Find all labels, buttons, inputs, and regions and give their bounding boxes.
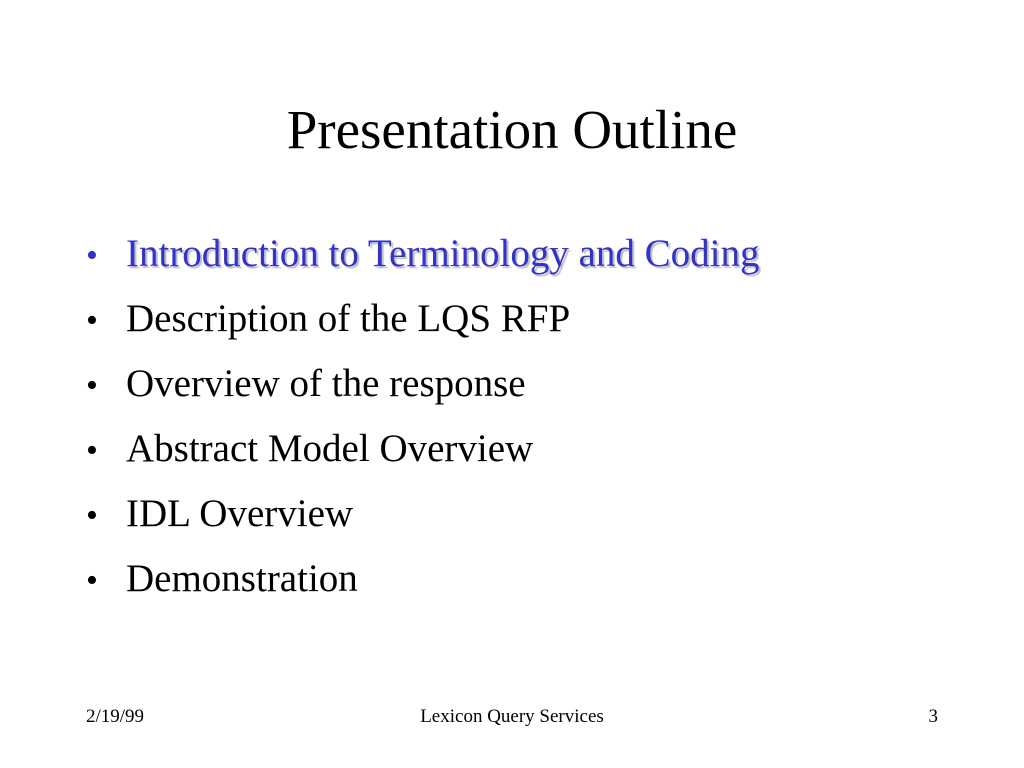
slide-title: Presentation Outline [286, 99, 738, 160]
bullet-text: Introduction to Terminology and Coding [126, 232, 760, 275]
bullet-item [86, 557, 986, 622]
page-number: 3 [928, 706, 938, 727]
bullet-item [86, 362, 986, 427]
bullet-text: Demonstration [126, 557, 358, 600]
bullet-icon: • [86, 302, 98, 339]
bullet-text: Overview of the response [126, 362, 526, 405]
bullet-item [86, 297, 986, 362]
bullet-text: Abstract Model Overview [126, 427, 534, 470]
footer-date: 2/19/99 [86, 706, 145, 727]
footer-title: Lexicon Query Services [420, 706, 604, 727]
bullet-icon: • [86, 237, 98, 274]
bullet-item [86, 427, 986, 492]
bullet-text: IDL Overview [126, 492, 354, 535]
bullet-item [86, 492, 986, 557]
bullet-text: Description of the LQS RFP [126, 297, 571, 340]
bullet-icon: • [86, 562, 98, 599]
bullet-list [86, 232, 986, 622]
bullet-icon: • [86, 432, 98, 469]
bullet-icon: • [86, 497, 98, 534]
bullet-icon: • [86, 367, 98, 404]
bullet-item [86, 232, 986, 297]
